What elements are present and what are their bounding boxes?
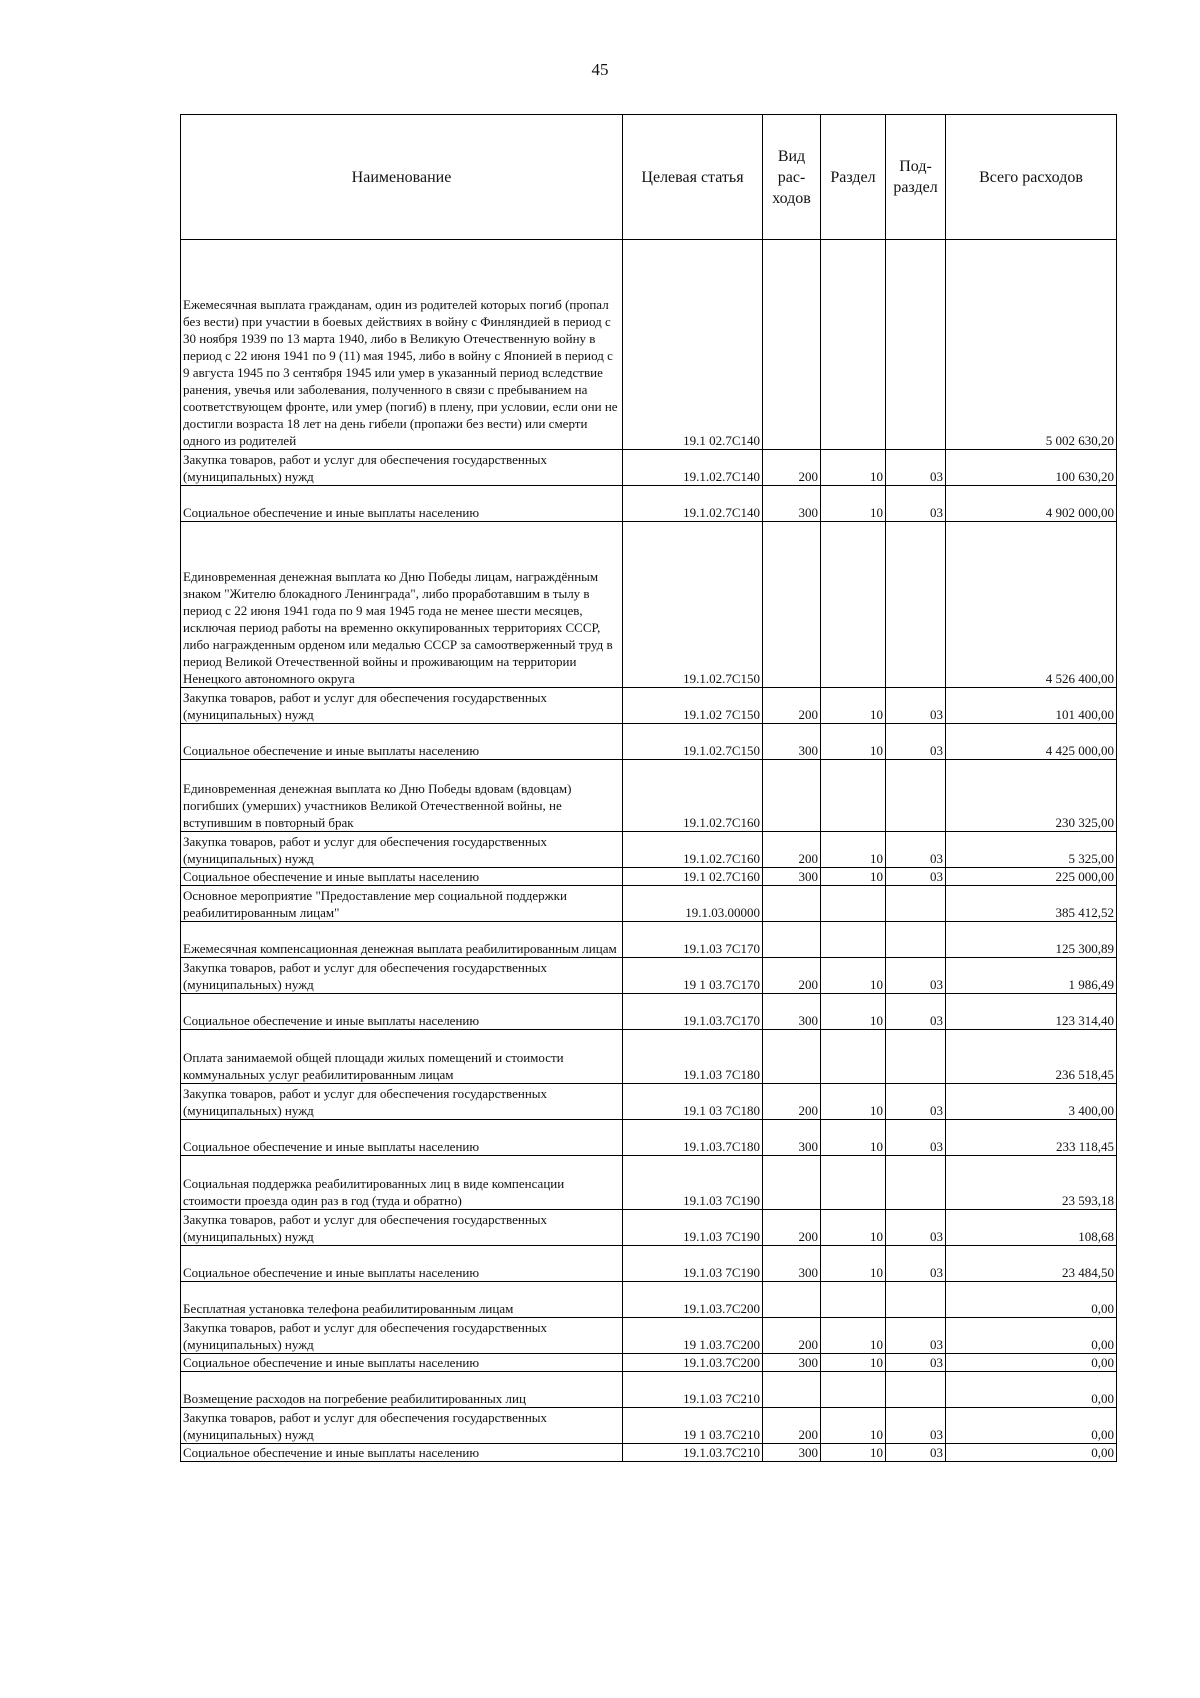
row-code: 19.1.03.7С200 xyxy=(623,1282,763,1318)
row-code: 19.1.03 7С180 xyxy=(623,1030,763,1084)
row-subsection: 03 xyxy=(886,1354,946,1372)
row-subsection: 03 xyxy=(886,1318,946,1354)
header-total: Всего расходов xyxy=(946,115,1117,240)
row-section xyxy=(821,1282,886,1318)
row-code: 19.1.02.7С140 xyxy=(623,486,763,522)
row-name: Социальное обеспечение и иные выплаты населению xyxy=(181,1120,623,1156)
table-row xyxy=(181,1120,1117,1156)
row-section: 10 xyxy=(821,724,886,760)
row-code: 19.1.02.7С150 xyxy=(623,724,763,760)
row-name: Закупка товаров, работ и услуг для обеспечения государственных (муниципальных) нужд xyxy=(181,1318,623,1354)
table-row xyxy=(181,1156,1117,1210)
row-code: 19.1.03.7С200 xyxy=(623,1354,763,1372)
row-section: 10 xyxy=(821,994,886,1030)
row-subsection: 03 xyxy=(886,868,946,886)
row-section xyxy=(821,1030,886,1084)
row-section xyxy=(821,240,886,450)
row-code: 19.1.03 7С190 xyxy=(623,1246,763,1282)
row-subsection: 03 xyxy=(886,994,946,1030)
row-total: 125 300,89 xyxy=(946,922,1117,958)
row-total: 236 518,45 xyxy=(946,1030,1117,1084)
table-row xyxy=(181,886,1117,922)
row-section: 10 xyxy=(821,1444,886,1462)
row-total: 225 000,00 xyxy=(946,868,1117,886)
row-code: 19.1.03.7С210 xyxy=(623,1444,763,1462)
row-total: 23 484,50 xyxy=(946,1246,1117,1282)
row-subsection: 03 xyxy=(886,958,946,994)
header-name: Наименование xyxy=(181,115,623,240)
row-name: Закупка товаров, работ и услуг для обеспечения государственных (муниципальных) нужд xyxy=(181,832,623,868)
header-code: Целевая статья xyxy=(623,115,763,240)
row-name: Социальное обеспечение и иные выплаты населению xyxy=(181,486,623,522)
row-section: 10 xyxy=(821,688,886,724)
table-row xyxy=(181,724,1117,760)
row-name: Социальное обеспечение и иные выплаты населению xyxy=(181,724,623,760)
row-type: 200 xyxy=(763,688,821,724)
row-total: 230 325,00 xyxy=(946,760,1117,832)
row-name: Возмещение расходов на погребение реабилитированных лиц xyxy=(181,1372,623,1408)
row-subsection xyxy=(886,1030,946,1084)
row-name: Закупка товаров, работ и услуг для обеспечения государственных (муниципальных) нужд xyxy=(181,1408,623,1444)
row-name: Закупка товаров, работ и услуг для обеспечения государственных (муниципальных) нужд xyxy=(181,450,623,486)
row-type xyxy=(763,1282,821,1318)
table-row xyxy=(181,1084,1117,1120)
row-total: 5 002 630,20 xyxy=(946,240,1117,450)
row-code: 19.1.02.7С160 xyxy=(623,832,763,868)
row-section: 10 xyxy=(821,1408,886,1444)
table-row xyxy=(181,922,1117,958)
budget-table xyxy=(180,114,1117,1462)
row-subsection: 03 xyxy=(886,1120,946,1156)
row-section: 10 xyxy=(821,1084,886,1120)
row-type: 200 xyxy=(763,1210,821,1246)
row-type xyxy=(763,922,821,958)
row-name: Ежемесячная компенсационная денежная выплата реабилитированным лицам xyxy=(181,922,623,958)
row-name: Единовременная денежная выплата ко Дню Победы лицам, награждённым знаком "Жителю блокадного Ленинграда", либо проработавшим в тылу в период с 22 июня 1941 года по 9 мая 1945 года не менее шести месяцев, исключая период работы на временно оккупированных территориях СССР, либо награжденным орденом или медалью СССР за самоотверженный труд в период Великой Отечественной войны и проживающим на территории Ненецкого автономного округа xyxy=(181,522,623,688)
row-code: 19.1 02.7С160 xyxy=(623,868,763,886)
table-row xyxy=(181,522,1117,688)
row-code: 19.1.03.00000 xyxy=(623,886,763,922)
row-name: Ежемесячная выплата гражданам, один из родителей которых погиб (пропал без вести) при участии в боевых действиях в войну с Финляндией в период с 30 ноября 1939 по 13 марта 1940, либо в Великую Отечественную войну в период с 22 июня 1941 по 9 (11) мая 1945, либо в войну с Японией в период с 9 августа 1945 по 3 сентября 1945 или умер в указанный период вследствие ранения, увечья или заболевания, полученного в связи с пребыванием на соответствующем фронте, или умер (погиб) в плену, при условии, если они не достигли возраста 18 лет на день гибели (пропажи без вести) или смерти одного из родителей xyxy=(181,240,623,450)
header-type: Вид рас-ходов xyxy=(763,115,821,240)
row-code: 19.1.03 7С190 xyxy=(623,1210,763,1246)
row-name: Бесплатная установка телефона реабилитированным лицам xyxy=(181,1282,623,1318)
table-row xyxy=(181,1030,1117,1084)
table-row xyxy=(181,1372,1117,1408)
row-subsection: 03 xyxy=(886,688,946,724)
row-name: Закупка товаров, работ и услуг для обеспечения государственных (муниципальных) нужд xyxy=(181,1210,623,1246)
row-type: 300 xyxy=(763,1246,821,1282)
row-total: 0,00 xyxy=(946,1444,1117,1462)
row-code: 19.1 02.7С140 xyxy=(623,240,763,450)
row-subsection: 03 xyxy=(886,724,946,760)
row-name: Оплата занимаемой общей площади жилых помещений и стоимости коммунальных услуг реабилитированным лицам xyxy=(181,1030,623,1084)
row-type xyxy=(763,522,821,688)
row-type: 300 xyxy=(763,486,821,522)
table-row xyxy=(181,1408,1117,1444)
row-subsection xyxy=(886,1282,946,1318)
row-total: 0,00 xyxy=(946,1318,1117,1354)
row-total: 385 412,52 xyxy=(946,886,1117,922)
row-total: 3 400,00 xyxy=(946,1084,1117,1120)
row-type xyxy=(763,1030,821,1084)
row-total: 0,00 xyxy=(946,1372,1117,1408)
row-total: 101 400,00 xyxy=(946,688,1117,724)
row-code: 19.1.03 7С170 xyxy=(623,922,763,958)
table-row xyxy=(181,688,1117,724)
row-code: 19 1 03.7С210 xyxy=(623,1408,763,1444)
row-section xyxy=(821,760,886,832)
row-code: 19.1.02.7С160 xyxy=(623,760,763,832)
row-section xyxy=(821,922,886,958)
row-section: 10 xyxy=(821,1318,886,1354)
row-type: 200 xyxy=(763,1318,821,1354)
page-number: 45 xyxy=(591,60,609,79)
row-subsection: 03 xyxy=(886,1084,946,1120)
row-code: 19.1.03.7С170 xyxy=(623,994,763,1030)
row-total: 1 986,49 xyxy=(946,958,1117,994)
row-total: 123 314,40 xyxy=(946,994,1117,1030)
row-type xyxy=(763,760,821,832)
row-code: 19.1.02.7С150 xyxy=(623,522,763,688)
row-section: 10 xyxy=(821,958,886,994)
table-row xyxy=(181,486,1117,522)
row-type: 200 xyxy=(763,832,821,868)
table-row xyxy=(181,1354,1117,1372)
row-type xyxy=(763,1372,821,1408)
row-total: 4 902 000,00 xyxy=(946,486,1117,522)
row-type: 300 xyxy=(763,1120,821,1156)
row-total: 108,68 xyxy=(946,1210,1117,1246)
table-row xyxy=(181,240,1117,450)
table-row xyxy=(181,868,1117,886)
header-subsection: Под-раздел xyxy=(886,115,946,240)
row-subsection: 03 xyxy=(886,1444,946,1462)
row-section xyxy=(821,1372,886,1408)
row-name: Социальное обеспечение и иные выплаты населению xyxy=(181,1354,623,1372)
row-name: Социальное обеспечение и иные выплаты населению xyxy=(181,868,623,886)
row-subsection xyxy=(886,886,946,922)
row-total: 233 118,45 xyxy=(946,1120,1117,1156)
row-section xyxy=(821,522,886,688)
row-name: Закупка товаров, работ и услуг для обеспечения государственных (муниципальных) нужд xyxy=(181,1084,623,1120)
row-type: 300 xyxy=(763,868,821,886)
row-section: 10 xyxy=(821,486,886,522)
row-subsection: 03 xyxy=(886,450,946,486)
row-name: Социальное обеспечение и иные выплаты населению xyxy=(181,1444,623,1462)
row-subsection xyxy=(886,240,946,450)
row-type: 200 xyxy=(763,1408,821,1444)
row-type xyxy=(763,240,821,450)
row-name: Социальная поддержка реабилитированных лиц в виде компенсации стоимости проезда один раз в год (туда и обратно) xyxy=(181,1156,623,1210)
table-row xyxy=(181,958,1117,994)
table-row xyxy=(181,760,1117,832)
table-row xyxy=(181,1282,1117,1318)
row-section: 10 xyxy=(821,832,886,868)
row-total: 5 325,00 xyxy=(946,832,1117,868)
row-section xyxy=(821,886,886,922)
row-code: 19.1.03.7С180 xyxy=(623,1120,763,1156)
table-row xyxy=(181,1444,1117,1462)
row-subsection xyxy=(886,522,946,688)
table-row xyxy=(181,1210,1117,1246)
row-code: 19.1.02.7С140 xyxy=(623,450,763,486)
row-subsection: 03 xyxy=(886,1408,946,1444)
row-code: 19 1.03.7С200 xyxy=(623,1318,763,1354)
row-subsection: 03 xyxy=(886,1246,946,1282)
row-section: 10 xyxy=(821,1354,886,1372)
row-name: Социальное обеспечение и иные выплаты населению xyxy=(181,1246,623,1282)
row-code: 19.1.02 7С150 xyxy=(623,688,763,724)
row-type: 300 xyxy=(763,994,821,1030)
row-name: Единовременная денежная выплата ко Дню Победы вдовам (вдовцам) погибших (умерших) участников Великой Отечественной войны, не вступившим в повторный брак xyxy=(181,760,623,832)
row-code: 19.1.03 7С190 xyxy=(623,1156,763,1210)
row-section xyxy=(821,1156,886,1210)
table-row xyxy=(181,994,1117,1030)
row-type: 200 xyxy=(763,1084,821,1120)
row-total: 23 593,18 xyxy=(946,1156,1117,1210)
row-section: 10 xyxy=(821,868,886,886)
row-total: 0,00 xyxy=(946,1282,1117,1318)
row-section: 10 xyxy=(821,1210,886,1246)
row-section: 10 xyxy=(821,1246,886,1282)
row-type: 200 xyxy=(763,450,821,486)
row-name: Закупка товаров, работ и услуг для обеспечения государственных (муниципальных) нужд xyxy=(181,688,623,724)
row-name: Закупка товаров, работ и услуг для обеспечения государственных (муниципальных) нужд xyxy=(181,958,623,994)
header-row xyxy=(181,115,1117,240)
table-row xyxy=(181,1318,1117,1354)
row-subsection xyxy=(886,1372,946,1408)
table-row xyxy=(181,450,1117,486)
row-total: 100 630,20 xyxy=(946,450,1117,486)
row-type xyxy=(763,1156,821,1210)
row-total: 4 425 000,00 xyxy=(946,724,1117,760)
row-subsection xyxy=(886,922,946,958)
row-name: Основное мероприятие "Предоставление мер социальной поддержки реабилитированным лицам" xyxy=(181,886,623,922)
row-code: 19 1 03.7С170 xyxy=(623,958,763,994)
header-section: Раздел xyxy=(821,115,886,240)
row-total: 4 526 400,00 xyxy=(946,522,1117,688)
table-row xyxy=(181,1246,1117,1282)
row-code: 19.1.03 7С210 xyxy=(623,1372,763,1408)
row-section: 10 xyxy=(821,1120,886,1156)
row-code: 19.1 03 7С180 xyxy=(623,1084,763,1120)
row-subsection: 03 xyxy=(886,1210,946,1246)
row-name: Социальное обеспечение и иные выплаты населению xyxy=(181,994,623,1030)
row-total: 0,00 xyxy=(946,1408,1117,1444)
row-type: 300 xyxy=(763,1354,821,1372)
table-row xyxy=(181,832,1117,868)
row-subsection: 03 xyxy=(886,486,946,522)
row-type: 300 xyxy=(763,1444,821,1462)
row-subsection xyxy=(886,760,946,832)
row-type: 200 xyxy=(763,958,821,994)
row-type xyxy=(763,886,821,922)
row-subsection xyxy=(886,1156,946,1210)
row-type: 300 xyxy=(763,724,821,760)
row-subsection: 03 xyxy=(886,832,946,868)
row-section: 10 xyxy=(821,450,886,486)
row-total: 0,00 xyxy=(946,1354,1117,1372)
